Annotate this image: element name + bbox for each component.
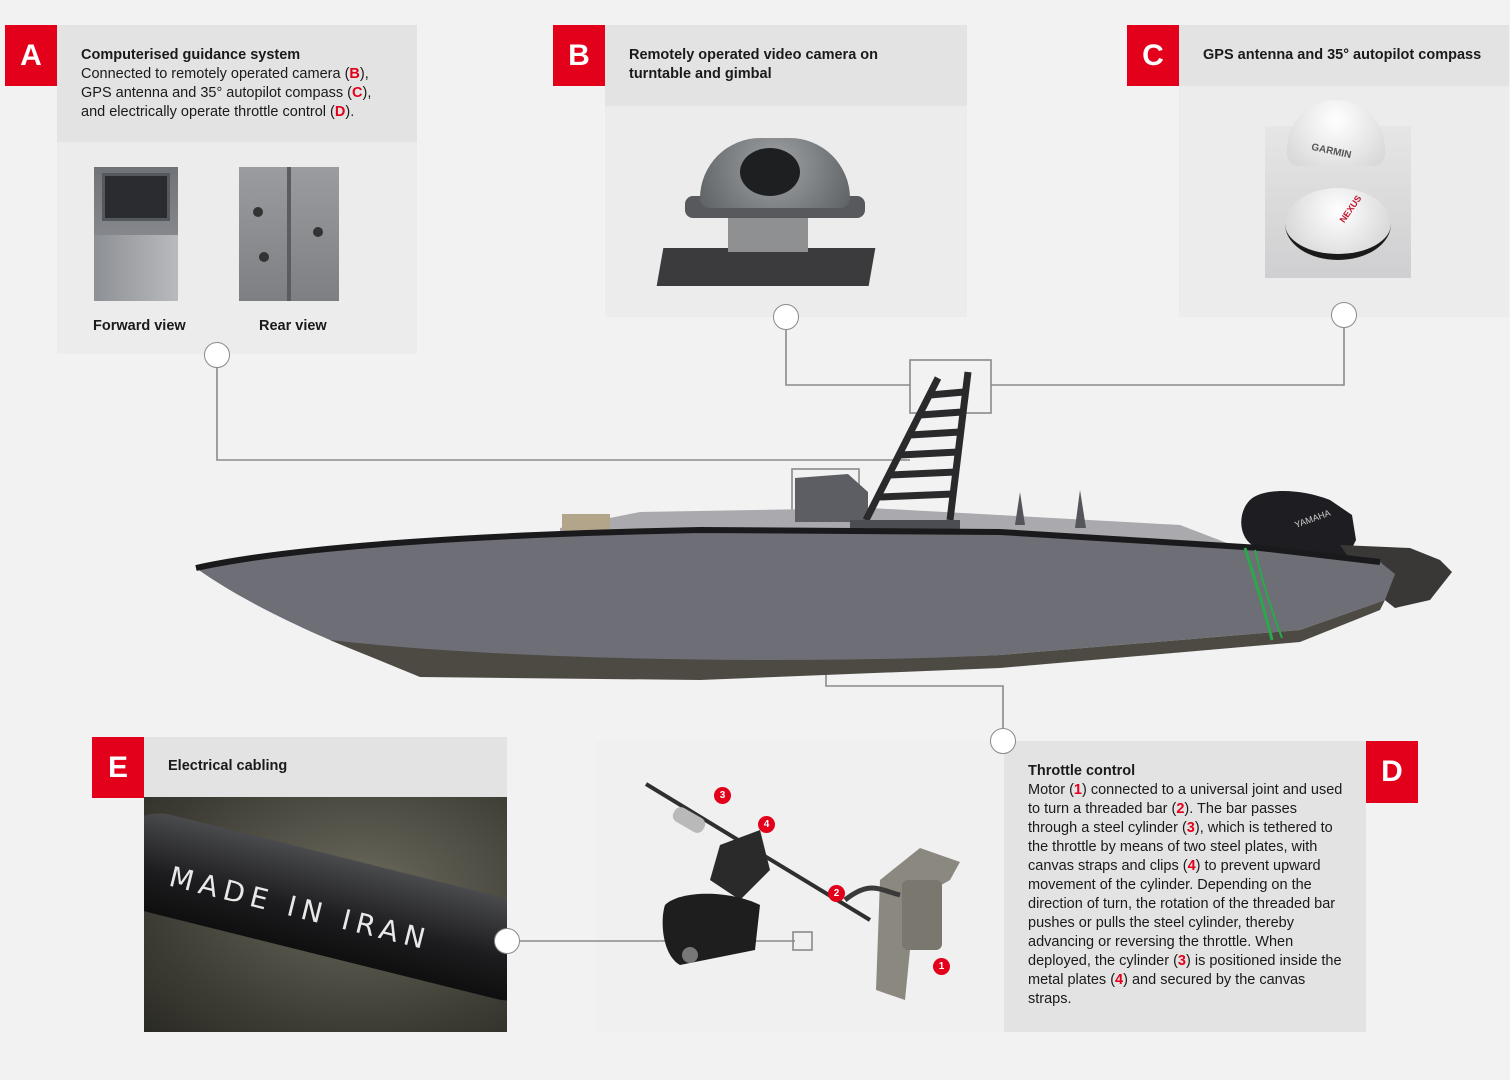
letter-e-badge: E: [92, 737, 144, 798]
panel-b-body: [605, 106, 967, 317]
cable-text: MADE IN IRAN: [165, 860, 435, 957]
connector-dot-d: [990, 728, 1016, 754]
connector-dot-a: [204, 342, 230, 368]
panel-a-title: Computerised guidance system: [81, 47, 301, 63]
connector-dot-c: [1331, 302, 1357, 328]
leader-a: [217, 367, 910, 460]
panel-a-description: Connected to remotely operated camera (B), GPS antenna and 35° autopilot compass (C), and electrically operate throttle control (D).: [81, 66, 372, 120]
cable-photo: [144, 797, 507, 1032]
marker-3: 3: [714, 787, 731, 804]
gps-antenna-image: [1265, 126, 1411, 278]
panel-d-description: Motor (1) connected to a universal joint and used to turn a threaded bar (2). The bar passes through a steel cylinder (3), which is tethered to the throttle by means of two steel plates, with canvas straps and clips (4) to prevent upward movement of the cylinder. Depending on the direction of turn, the rotation of the threaded bar pushes or pulls the steel cylinder, thereby advancing or reversing the throttle. When deployed, the cylinder (3) is positioned inside the metal plates (4) and secured by the canvas straps.: [1028, 782, 1343, 1007]
panel-d-text-panel: [1004, 741, 1366, 1032]
mast-ladder: [866, 372, 968, 520]
compass-brand-label: NEXUS: [1337, 193, 1364, 225]
letter-a-badge: A: [5, 25, 57, 86]
panel-d-image-area: [596, 741, 1004, 1032]
panel-c-body: [1179, 86, 1509, 317]
panel-c-header: [1179, 25, 1509, 86]
camera-image: [660, 136, 872, 286]
leader-b: [786, 330, 910, 385]
letter-d-badge: D: [1366, 741, 1418, 803]
panel-c-title: GPS antenna and 35° autopilot compass: [1203, 47, 1482, 63]
rear-view-caption: Rear view: [259, 318, 327, 334]
panel-b-header: [605, 25, 967, 106]
letter-b-badge: B: [553, 25, 605, 86]
panel-a-body: [57, 142, 417, 354]
letter-c-badge: C: [1127, 25, 1179, 86]
panel-d-title: Throttle control: [1028, 763, 1136, 779]
leader-c: [991, 328, 1344, 385]
connector-dot-e: [494, 928, 520, 954]
panel-e-title: Electrical cabling: [168, 758, 288, 774]
boat-illustration: [196, 372, 1452, 680]
engine-brand-label: YAMAHA: [1293, 507, 1332, 530]
forward-view-caption: Forward view: [93, 318, 186, 334]
connector-dot-b: [773, 304, 799, 330]
panel-b-title-line1: Remotely operated video camera on: [629, 47, 878, 63]
marker-1: 1: [933, 958, 950, 975]
gps-brand-label: GARMIN: [1310, 141, 1353, 162]
rear-view-image: [239, 167, 339, 301]
panel-b-title-line2: turntable and gimbal: [629, 66, 772, 82]
marker-4: 4: [758, 816, 775, 833]
panel-a-header: [57, 25, 417, 142]
forward-view-image: [94, 167, 178, 301]
marker-2: 2: [828, 885, 845, 902]
panel-e-header: [144, 737, 507, 797]
